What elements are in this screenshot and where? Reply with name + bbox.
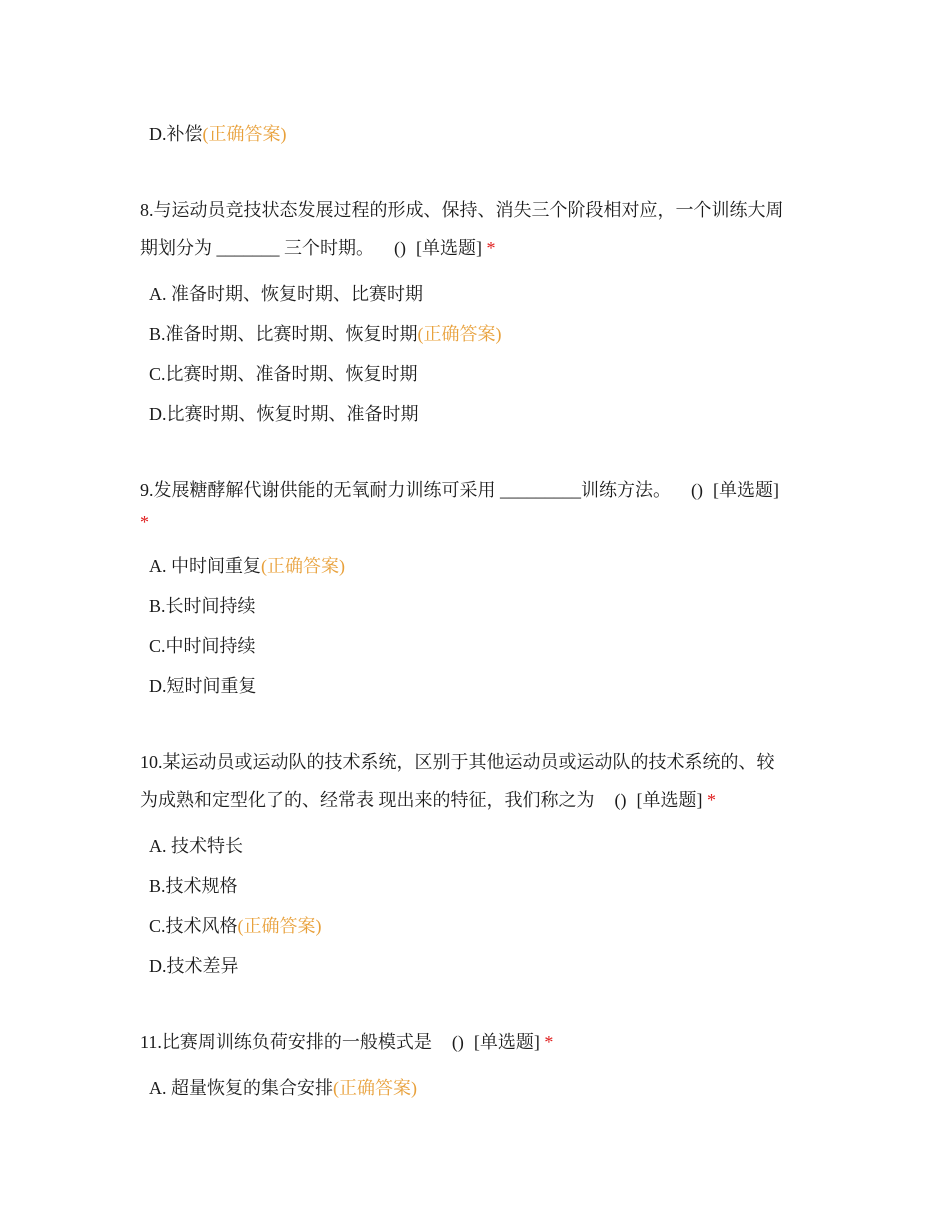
question-10-text-line-2: 为成熟和定型化了的、经常表 现出来的特征，我们称之为 () [单选题] *: [140, 790, 716, 810]
correct-answer-mark: (正确答案): [202, 124, 287, 144]
option-label: D.补偿: [149, 124, 203, 144]
option-11-a: [149, 1076, 417, 1100]
question-11-text-line-1: 11.比赛周训练负荷安排的一般模式是 () [单选题] *: [140, 1032, 554, 1052]
option-10-a: [149, 834, 243, 858]
option-label: A. 中时间重复: [149, 556, 261, 576]
option-8-d: [149, 402, 419, 426]
question-9-text-line-2: [140, 510, 149, 534]
option-9-c: [149, 634, 256, 658]
question-paren: (): [691, 480, 703, 500]
required-star: *: [486, 238, 496, 258]
option-label: B.准备时期、比赛时期、恢复时期: [149, 324, 418, 344]
option-9-b: [149, 594, 256, 618]
option-label: A. 准备时期、恢复时期、比赛时期: [149, 284, 423, 304]
option-label: C.中时间持续: [149, 636, 256, 656]
question-8-text-line-2: 期划分为 _______ 三个时期。 () [单选题] *: [140, 238, 496, 258]
question-10-text-line-1: 10.某运动员或运动队的技术系统，区别于其他运动员或运动队的技术系统的、较: [140, 752, 775, 772]
option-9-a: [149, 554, 345, 578]
option-10-d: [149, 954, 239, 978]
option-prev-d: [149, 122, 287, 146]
correct-answer-mark: (正确答案): [333, 1078, 417, 1098]
option-label: B.技术规格: [149, 876, 238, 896]
option-label: C.技术风格: [149, 916, 238, 936]
question-type: [单选题]: [416, 238, 482, 258]
option-label: D.短时间重复: [149, 676, 257, 696]
option-label: D.技术差异: [149, 956, 239, 976]
question-type: [单选题]: [473, 1032, 540, 1052]
option-8-a: [149, 282, 423, 306]
option-8-b: [149, 322, 502, 346]
question-type: [单选题]: [713, 480, 779, 500]
question-paren: (): [614, 790, 627, 810]
option-label: C.比赛时期、准备时期、恢复时期: [149, 364, 418, 384]
correct-answer-mark: (正确答案): [417, 324, 502, 344]
option-8-c: [149, 362, 418, 386]
option-label: A. 超量恢复的集合安排: [149, 1078, 333, 1098]
option-9-d: [149, 674, 257, 698]
question-type: [单选题]: [636, 790, 703, 810]
correct-answer-mark: (正确答案): [261, 556, 345, 576]
option-label: A. 技术特长: [149, 836, 243, 856]
option-10-b: [149, 874, 238, 898]
option-10-c: [149, 914, 322, 938]
question-9-text-line-1: 9.发展糖酵解代谢供能的无氧耐力训练可采用 _________训练方法。 () [单选题]: [140, 480, 779, 500]
required-star: *: [707, 790, 716, 810]
question-paren: (): [394, 238, 406, 258]
correct-answer-mark: (正确答案): [237, 916, 322, 936]
question-paren: (): [451, 1032, 464, 1052]
required-star: *: [544, 1032, 554, 1052]
question-8-text-line-1: 8.与运动员竞技状态发展过程的形成、保持、消失三个阶段相对应，一个训练大周: [140, 200, 784, 220]
option-label: D.比赛时期、恢复时期、准备时期: [149, 404, 419, 424]
required-star: *: [140, 512, 149, 532]
option-label: B.长时间持续: [149, 596, 256, 616]
